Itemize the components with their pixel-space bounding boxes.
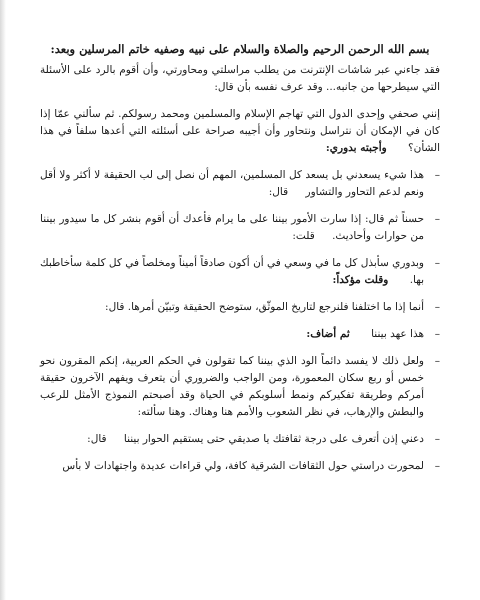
speaker-label: قال: [268, 186, 289, 198]
dialogue-text: أنما إذا ما اختلفنا فلنرجع لتاريخ الموثّق، ستوضح الحقيقة وتبيّن أمرها. قال: [105, 301, 424, 313]
dialogue-item [40, 326, 440, 343]
dash-marker: – [434, 301, 440, 313]
dialogue-item [40, 458, 440, 475]
speaker-label: قال: [87, 433, 107, 445]
speaker-label: ثم أضاف: [306, 328, 350, 340]
speaker-label: وقلت مؤكداً: [332, 274, 389, 286]
dialogue-item [40, 211, 440, 245]
dash-marker: – [434, 169, 440, 181]
dialogue-text: هذا شيء يسعدني بل يسعد كل المسلمين، المهم أن نصل إلى لب الحقيقة لا أكثر ولا أقل ونعم لدعم التحاور والتشاور [40, 169, 424, 198]
dialogue-text: وبدوري سأبذل كل ما في وسعي في أن أكون صادقاً أميناً ومخلصاً في كل كلمة سأخاطبك بها. [40, 257, 424, 286]
dialogue-text: دعني إذن أتعرف على درجة ثقافتك يا صديقي حتى يستقيم الحوار بيننا [123, 433, 424, 445]
dash-marker: – [434, 257, 440, 269]
speaker-label: قلت: [292, 230, 315, 242]
dialogue-item [40, 353, 440, 421]
page-heading: بسم الله الرحمن الرحيم والصلاة والسلام على نبيه وصفيه خاتم المرسلين وبعد: [50, 42, 430, 56]
scan-shadow-edge [0, 0, 6, 600]
self-introduction-paragraph [40, 106, 440, 157]
dash-marker: – [434, 328, 440, 340]
self-introduction-text: إنني صحفي وإحدى الدول التي تهاجم الإسلام والمسلمين ومحمد رسولكم. ثم سألني عمّا إذا كان في الإمكان أن نتراسل ونتحاور وأن أجيبه صراحة على أسئلته التي أعدها سلفاً في هذا الشأن؟ [40, 108, 440, 154]
dialogue-text: هذا عهد بيننا [371, 328, 424, 340]
dialogue-text: لمحورت دراستي حول الثقافات الشرقية كافة، ولي قراءات عديدة واجتهادات لا بأس [62, 460, 424, 472]
dash-marker: – [434, 433, 440, 445]
intro-paragraph: فقد جاءني عبر شاشات الإنترنت من يطلب مراسلتي ومحاورتي، وأن أقوم بالرد على الأسئلة التي سيطرحها من جانبه... وقد عرف نفسه بأن قال: [40, 64, 440, 93]
dialogue-item [40, 167, 440, 201]
dialogue-text: ولعل ذلك لا يفسد دائماً الود الذي بيننا كما تقولون في الحكم العربية، إنكم المقرون نحو خمس أو ربع سكان المعمورة، ومن الواجب والضروري أن يتعرف ويفهم الآخرون حقيقة أمركم وطريقة تفكيركم ونمط أسلوبكم في الحياة وقد أصبحتم النموذج الأمثل للرعب والبطش والإرهاب، في نظر الشعوب والأمم هنا وهناك. وهنا سألته: [40, 355, 424, 418]
reply-heading: وأجبته بدوري: [325, 142, 387, 154]
dialogue-text: حسناً ثم قال: إذا سارت الأمور بيننا على ما يرام فأعدك أن أقوم بنشر كل ما سيدور بيننا من حوارات وأحاديث. [40, 213, 424, 242]
dialogue-item [40, 299, 440, 316]
dialogue-item [40, 431, 440, 448]
dash-marker: – [434, 355, 440, 367]
dash-marker: – [434, 213, 440, 225]
dialogue-item [40, 255, 440, 289]
dash-marker: – [434, 460, 440, 472]
